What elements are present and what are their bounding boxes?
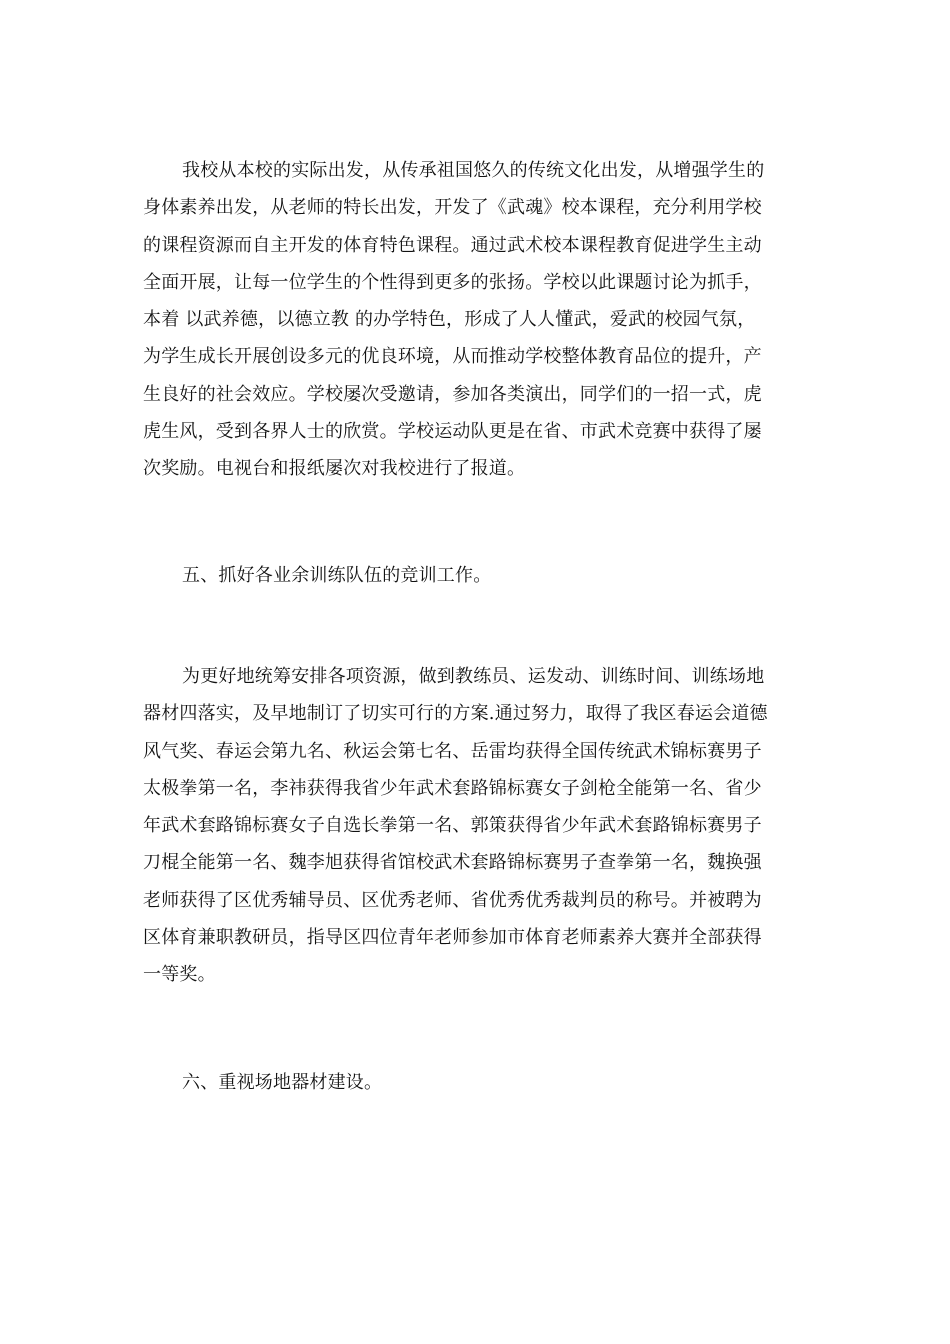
paragraph-line: 的课程资源而自主开发的体育特色课程。通过武术校本课程教育促进学生主动	[143, 234, 762, 256]
paragraph-line: 风气奖、春运会第九名、秋运会第七名、岳雷均获得全国传统武术锦标赛男子	[143, 740, 762, 762]
paragraph-line: 本着 以武养德，以德立教 的办学特色，形成了人人懂武，爱武的校园气氛，	[143, 309, 756, 331]
paragraph-line: 为学生成长开展创设多元的优良环境，从而推动学校整体教育品位的提升，产	[143, 346, 762, 368]
paragraph-line: 我校从本校的实际出发，从传承祖国悠久的传统文化出发，从增强学生的	[182, 160, 765, 181]
section-heading-6: 六、重视场地器材建设。	[182, 1072, 383, 1093]
paragraph-line: 一等奖。	[143, 964, 216, 986]
paragraph-line: 老师获得了区优秀辅导员、区优秀老师、省优秀优秀裁判员的称号。并被聘为	[143, 889, 762, 911]
paragraph-line: 生良好的社会效应。学校屡次受邀请，参加各类演出，同学们的一招一式，虎	[143, 383, 762, 405]
paragraph-line: 年武术套路锦标赛女子自选长拳第一名、郭策获得省少年武术套路锦标赛男子	[143, 815, 762, 837]
paragraph-wushu-curriculum	[143, 152, 803, 488]
paragraph-line: 虎生风，受到各界人士的欣赏。学校运动队更是在省、市武术竞赛中获得了屡	[143, 421, 762, 443]
paragraph-line: 器材四落实，及早地制订了切实可行的方案.通过努力，取得了我区春运会道德	[143, 703, 768, 725]
paragraph-line: 为更好地统筹安排各项资源，做到教练员、运发动、训练时间、训练场地	[182, 666, 765, 687]
paragraph-line: 次奖励。电视台和报纸屡次对我校进行了报道。	[143, 458, 526, 480]
paragraph-training-results	[143, 658, 803, 994]
paragraph-line: 太极拳第一名，李祎获得我省少年武术套路锦标赛女子剑枪全能第一名、省少	[143, 777, 762, 799]
paragraph-line: 刀棍全能第一名、魏李旭获得省馆校武术套路锦标赛男子查拳第一名，魏换强	[143, 852, 762, 874]
paragraph-line: 身体素养出发，从老师的特长出发，开发了《武魂》校本课程，充分利用学校	[143, 197, 762, 219]
paragraph-line: 全面开展，让每一位学生的个性得到更多的张扬。学校以此课题讨论为抓手，	[143, 271, 762, 293]
section-heading-5: 五、抓好各业余训练队伍的竞训工作。	[182, 565, 492, 586]
paragraph-line: 区体育兼职教研员，指导区四位青年老师参加市体育老师素养大赛并全部获得	[143, 927, 762, 949]
